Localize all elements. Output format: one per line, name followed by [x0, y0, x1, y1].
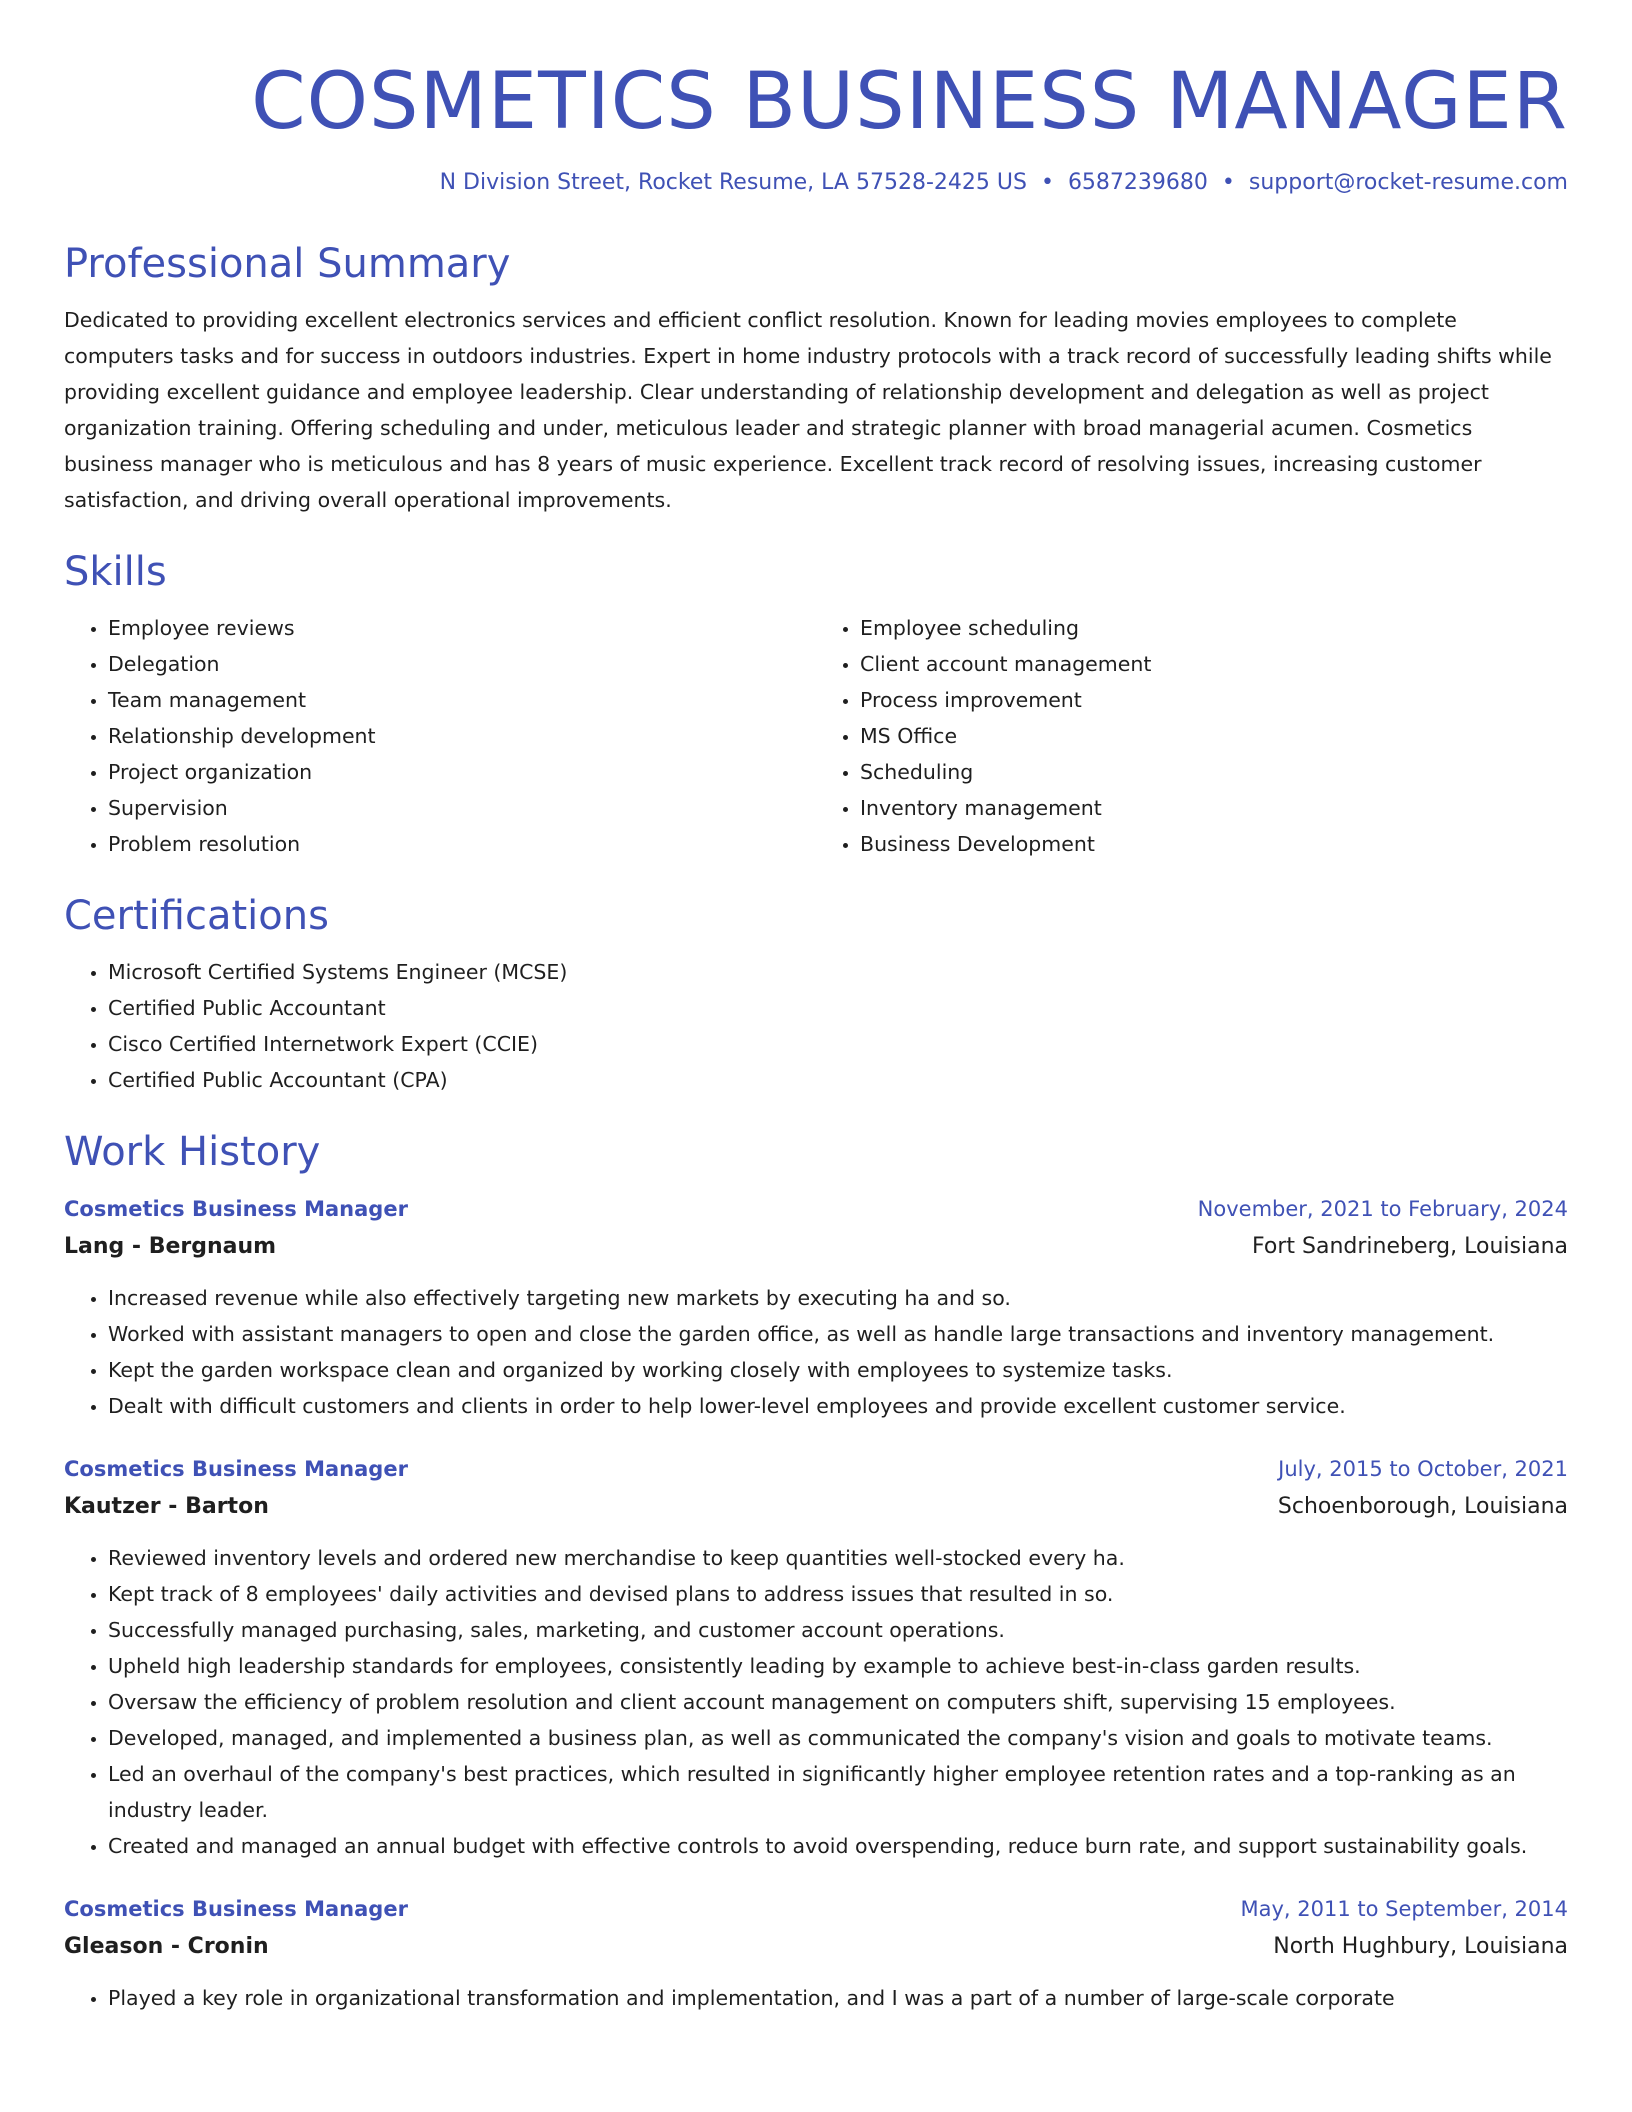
job-bullet: • Kept the garden workspace clean and organized by working closely with employees to systemize tasks. [108, 1352, 1568, 1388]
job-company: Lang - Bergnaum [64, 1234, 277, 1259]
section-title-certifications: Certifications [64, 893, 329, 939]
contact-line [64, 168, 1568, 198]
certification-item: • Microsoft Certified Systems Engineer (MCSE) [108, 954, 1568, 990]
skills-list-left [64, 610, 816, 862]
job-bullet: • Oversaw the efficiency of problem resolution and client account management on computers shift, supervising 15 employees. [108, 1684, 1568, 1720]
summary-section [64, 238, 1568, 518]
resume-header [64, 52, 1568, 198]
job-bullets [64, 1540, 1568, 1864]
skill-item: • MS Office [860, 718, 1568, 754]
section-title-work-history: Work History [64, 1129, 321, 1175]
job-bullet: • Reviewed inventory levels and ordered new merchandise to keep quantities well-stocked every ha. [108, 1540, 1568, 1576]
job-header-row [64, 1450, 1568, 1488]
job-company-row [64, 1228, 1568, 1266]
job-bullet: • Worked with assistant managers to open and close the garden office, as well as handle large transactions and inventory management. [108, 1316, 1568, 1352]
certification-item: • Certified Public Accountant [108, 990, 1568, 1026]
job-header-row [64, 1890, 1568, 1928]
job-bullet: • Dealt with difficult customers and clients in order to help lower-level employees and provide excellent customer service. [108, 1388, 1568, 1424]
job-dates: July, 2015 to October, 2021 [1278, 1457, 1568, 1481]
skill-item: • Team management [108, 682, 816, 718]
section-title-skills: Skills [64, 549, 167, 595]
skill-item: • Process improvement [860, 682, 1568, 718]
skills-columns [64, 598, 1568, 862]
job-entry [64, 1890, 1568, 2016]
certifications-section [64, 890, 1568, 1098]
job-entry [64, 1190, 1568, 1424]
work-history-section [64, 1126, 1568, 2016]
job-bullet: • Developed, managed, and implemented a business plan, as well as communicated the company's vision and goals to motivate teams. [108, 1720, 1568, 1756]
job-company: Gleason - Cronin [64, 1934, 269, 1959]
job-entry [64, 1450, 1568, 1864]
certifications-list [64, 954, 1568, 1098]
job-bullet: • Led an overhaul of the company's best practices, which resulted in significantly higher employee retention rates and a top-ranking as an industry leader. [108, 1756, 1568, 1828]
job-bullets [64, 1280, 1568, 1424]
contact-separator: • [1040, 170, 1054, 195]
section-title-summary: Professional Summary [64, 241, 511, 287]
job-location: North Hughbury, Louisiana [1273, 1934, 1568, 1959]
summary-text: Dedicated to providing excellent electronics services and efficient conflict resolution. Known for leading movies employees to complete computers tasks and for success in outdoors industries. Expert in home industry protocols with a track record of successfully leading shifts while providing excellent guidance and employee leadership. Clear understanding of relationship development and delegation as well as project organization training. Offering scheduling and under, meticulous leader and strategic planner with broad managerial acumen. Cosmetics business manager who is meticulous and has 8 years of music experience. Excellent track record of resolving issues, increasing customer satisfaction, and driving overall operational improvements. [64, 308, 1552, 512]
job-dates: November, 2021 to February, 2024 [1197, 1197, 1568, 1221]
contact-phone: 6587239680 [1067, 170, 1208, 195]
job-title: Cosmetics Business Manager [64, 1197, 408, 1221]
job-location: Schoenborough, Louisiana [1277, 1494, 1568, 1519]
job-bullet: • Created and managed an annual budget with effective controls to avoid overspending, reduce burn rate, and support sustainability goals. [108, 1828, 1568, 1864]
job-title: Cosmetics Business Manager [64, 1457, 408, 1481]
skill-item: • Scheduling [860, 754, 1568, 790]
skill-item: • Inventory management [860, 790, 1568, 826]
skill-item: • Supervision [108, 790, 816, 826]
skill-item: • Project organization [108, 754, 816, 790]
job-bullet: • Played a key role in organizational transformation and implementation, and I was a part of a number of large-scale corporate [108, 1980, 1568, 2016]
job-bullet: • Upheld high leadership standards for employees, consistently leading by example to achieve best-in-class garden results. [108, 1648, 1568, 1684]
skill-item: • Business Development [860, 826, 1568, 862]
job-dates: May, 2011 to September, 2014 [1240, 1897, 1568, 1921]
job-bullet: • Increased revenue while also effectively targeting new markets by executing ha and so. [108, 1280, 1568, 1316]
job-header-row [64, 1190, 1568, 1228]
contact-email[interactable]: support@rocket-resume.com [1248, 170, 1568, 195]
skill-item: • Employee scheduling [860, 610, 1568, 646]
skills-section [64, 546, 1568, 862]
job-company: Kautzer - Barton [64, 1494, 269, 1519]
contact-separator: • [1221, 170, 1235, 195]
skill-item: • Delegation [108, 646, 816, 682]
certification-item: • Certified Public Accountant (CPA) [108, 1062, 1568, 1098]
certification-item: • Cisco Certified Internetwork Expert (CCIE) [108, 1026, 1568, 1062]
skill-item: • Employee reviews [108, 610, 816, 646]
job-bullet: • Successfully managed purchasing, sales, marketing, and customer account operations. [108, 1612, 1568, 1648]
job-company-row [64, 1928, 1568, 1966]
skill-item: • Client account management [860, 646, 1568, 682]
job-company-row [64, 1488, 1568, 1526]
job-location: Fort Sandrineberg, Louisiana [1252, 1234, 1568, 1259]
job-bullet: • Kept track of 8 employees' daily activities and devised plans to address issues that resulted in so. [108, 1576, 1568, 1612]
skill-item: • Problem resolution [108, 826, 816, 862]
contact-address: N Division Street, Rocket Resume, LA 57528-2425 US [439, 170, 1027, 195]
skill-item: • Relationship development [108, 718, 816, 754]
job-bullets [64, 1980, 1568, 2016]
skills-list-right [816, 610, 1568, 862]
job-title: Cosmetics Business Manager [64, 1897, 408, 1921]
candidate-name: COSMETICS BUSINESS MANAGER [251, 57, 1568, 147]
